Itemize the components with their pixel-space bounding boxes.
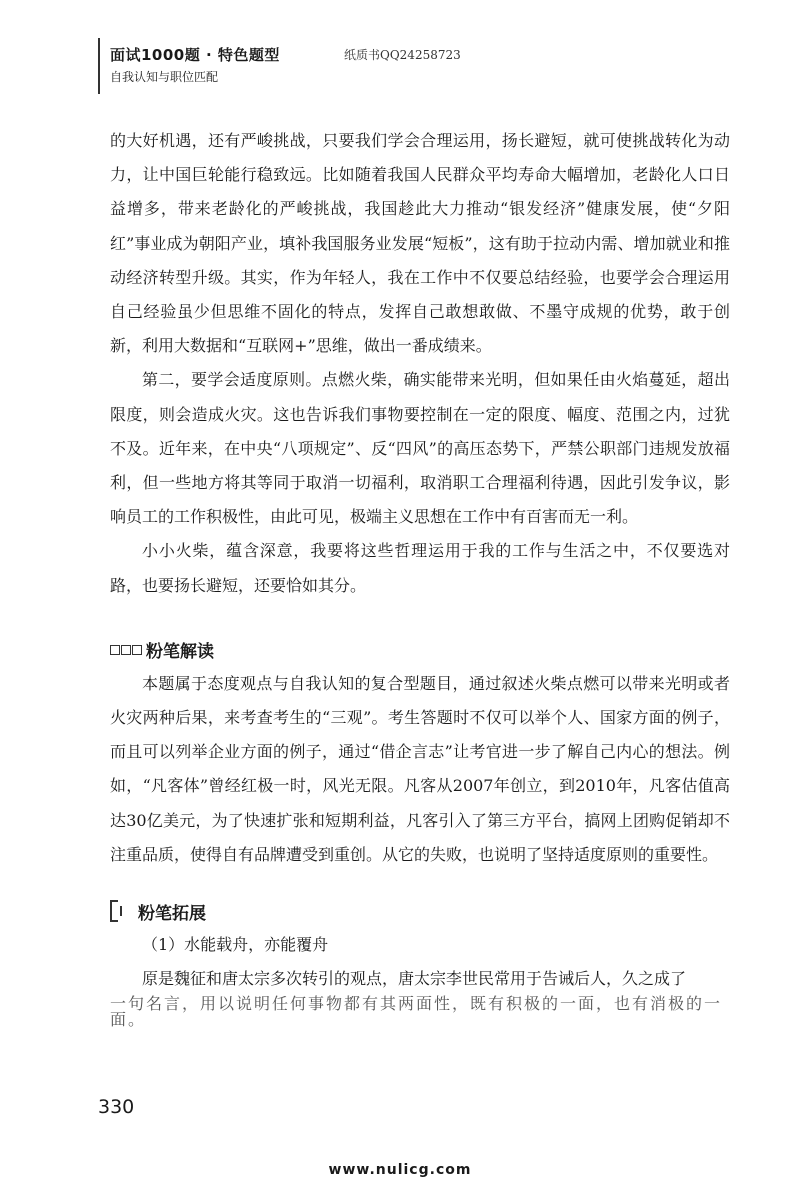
extension-heading-label: 粉笔拓展 (138, 903, 206, 924)
extension-subheading: （1）水能载舟，亦能覆舟 (142, 935, 329, 955)
extension-heading (110, 894, 730, 928)
book-title: 面试1000题 · 特色题型 (110, 46, 280, 64)
cut-off-text-line: 一句名言，用以说明任何事物都有其两面性，既有积极的一面，也有消极的一面。 (110, 994, 723, 1030)
page-header (98, 38, 758, 98)
body-paragraph: 第二，要学会适度原则。点燃火柴，确实能带来光明，但如果任由火焰蔓延，超出限度，则会造成火灾。这也告诉我们事物要控制在一定的限度、幅度、范围之内，过犹不及。近年来，在中央“八项规定”、反“四风”的高压态势下，严禁公职部门违规发放福利，但一些地方将其等同于取消一切福利，取消职工合理福利待遇，因此引发争议，影响员工的工作积极性，由此可见，极端主义思想在工作中有百害而无一利。 (110, 370, 730, 527)
body-paragraph: 的大好机遇，还有严峻挑战，只要我们学会合理运用，扬长避短，就可使挑战转化为动力，让中国巨轮能行稳致远。比如随着我国人民群众平均寿命大幅增加，老龄化人口日益增多，带来老龄化的严峻挑战，我国趁此大力推动“银发经济”健康发展，使“夕阳红”事业成为朝阳产业，填补我国服务业发展“短板”，这有助于拉动内需、增加就业和推动经济转型升级。其实，作为年轻人，我在工作中不仅要总结经验，也要学会合理运用自己经验虽少但思维不固化的特点，发挥自己敢想敢做、不墨守成规的优势，敢于创新，利用大数据和“互联网+”思维，做出一番成绩来。 (110, 131, 730, 356)
body-paragraph: 小小火柴，蕴含深意，我要将这些哲理运用于我的工作与生活之中，不仅要选对路，也要扬长避短，还要恰如其分。 (110, 541, 730, 595)
extension-paragraph: 原是魏征和唐太宗多次转引的观点，唐太宗李世民常用于告诫后人，久之成了 (142, 969, 687, 989)
header-rule (98, 38, 100, 94)
analysis-paragraph: 本题属于态度观点与自我认知的复合型题目，通过叙述火柴点燃可以带来光明或者火灾两种后果，来考查考生的“三观”。考生答题时不仅可以举个人、国家方面的例子，而且可以列举企业方面的例子，通过“借企言志”让考官进一步了解自己内心的想法。例如，“凡客体”曾经红极一时，风光无限。凡客从2007年创立，到2010年，凡客估值高达30亿美元，为了快速扩张和短期利益，凡客引入了第三方平台，搞网上团购促销却不注重品质，使得自有品牌遭受到重创。从它的失败，也说明了坚持适度原则的重要性。 (110, 673, 730, 864)
footer-url: www.nulicg.com (328, 1162, 472, 1178)
watermark-text: 纸质书QQ24258723 (344, 48, 461, 62)
chapter-subtitle: 自我认知与职位匹配 (110, 70, 219, 84)
section-box-icon (110, 645, 142, 655)
section-bracket-icon (110, 900, 126, 922)
page-content (110, 124, 730, 1030)
analysis-heading (110, 633, 730, 667)
analysis-heading-label: 粉笔解读 (146, 642, 214, 663)
page-number: 330 (98, 1096, 135, 1118)
